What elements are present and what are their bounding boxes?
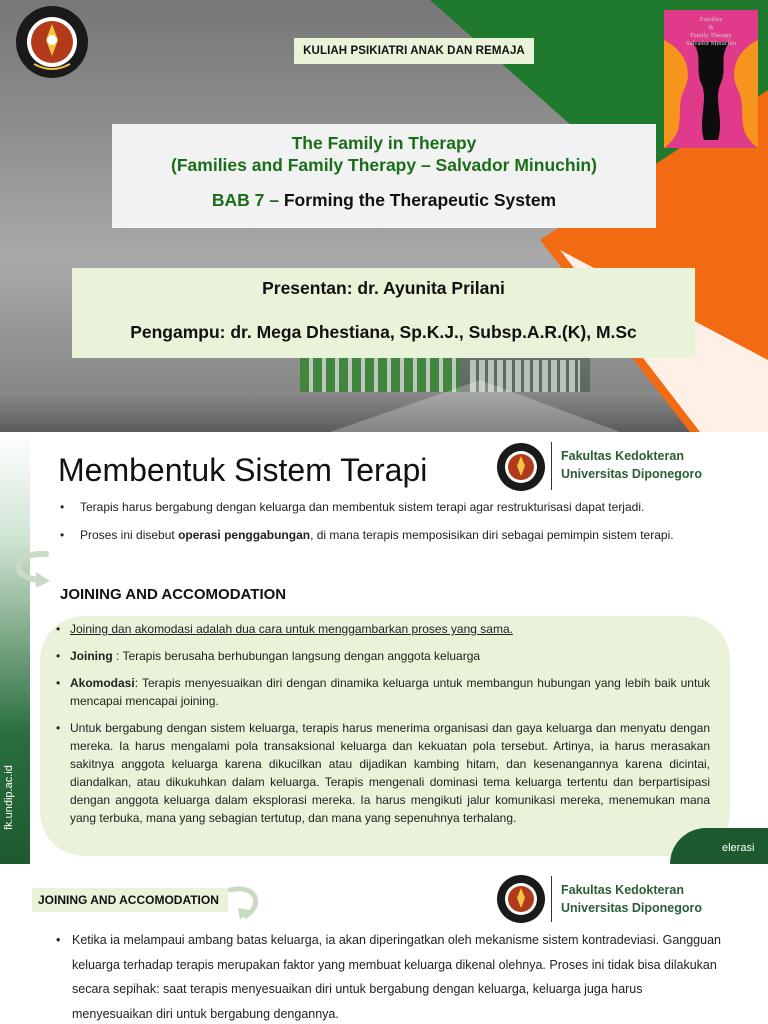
list-item: [56, 620, 710, 638]
main-title: The Family in Therapy: [291, 133, 477, 153]
continuation-list: [56, 928, 726, 1024]
continuation-slide: [0, 864, 768, 1024]
text-run: : Terapis berusaha berhubungan langsung dengan anggota keluarga: [112, 649, 481, 663]
book-title-line: Families: [699, 16, 723, 23]
slide-title: Membentuk Sistem Terapi: [58, 452, 428, 488]
intro-bullets: [60, 498, 710, 554]
text-run: : Terapis menyesuaikan diri dengan dinamika keluarga untuk membangun hubungan yang lebih baik untuk mencapai mencapai joining.: [70, 676, 710, 708]
chapter-prefix: BAB 7 –: [211, 190, 279, 210]
underlined-text: Joining dan akomodasi adalah dua cara untuk menggambarkan proses yang sama.: [70, 622, 513, 636]
section-heading: JOINING AND ACCOMODATION: [60, 586, 287, 603]
book-cover: [664, 10, 758, 148]
chapter-name: Forming the Therapeutic System: [283, 190, 557, 210]
university-line: Universitas Diponegoro: [561, 467, 702, 481]
course-label: KULIAH PSIKIATRI ANAK DAN REMAJA: [294, 38, 534, 64]
curved-arrow-icon: [226, 882, 266, 922]
title-slide: [0, 0, 768, 432]
chapter-title: [112, 190, 656, 211]
university-seal-icon: [496, 442, 546, 492]
text-run: Proses ini disebut: [80, 528, 179, 542]
bold-term: operasi penggabungan: [178, 528, 311, 542]
list-item: [60, 526, 710, 544]
university-seal-icon: [14, 4, 90, 80]
presenter-box: [72, 268, 695, 358]
list-item: • Untuk bergabung dengan sistem keluarga, terapis harus menerima organisasi dan gaya keluarga dan menyatu dengan mereka. Ia harus mengalami pola transaksional keluarga dan kekuatan pola tersebut. Artinya, ia harus merasakan sakitnya anggota keluarga karena dikucilkan atau dijadikan kambing hitam, dan kesenangannya karena dicintai, diandalkan, atau dikukuhkan dalam keluarga. Terapis mengenali dominasi tema keluarga tertentu dan berpartisipasi dengan anggota keluarga dalam eksplorasi mereka. Ia harus mengikuti jalur komunikasi mereka, menemukan mana yang terbuka, mana yang sebagian tertutup, dan mana yang sepenuhnya terhalang.: [56, 719, 710, 827]
book-title-line: &: [708, 24, 714, 31]
website-label: fk.undip.ac.id: [3, 765, 15, 830]
list-item: • Ketika ia melampaui ambang batas keluarga, ia akan diperingatkan oleh mekanisme sistem kontradeviasi. Gangguan keluarga terhadap terapis merupakan faktor yang membuat keluarga dikenal olehnya. Proses ini tidak bisa dilakukan secara sepihak: saat terapis menyesuaikan diri untuk bergabung dengan keluarga, keluarga juga harus menyesuaikan diri untuk bergabung dengannya.: [56, 928, 726, 1024]
content-slide: [0, 432, 768, 864]
main-subtitle: (Families and Family Therapy – Salvador Minuchin): [171, 155, 597, 175]
light-wedge: [330, 380, 620, 432]
bold-term: Akomodasi: [70, 676, 135, 690]
faculty-line: Fakultas Kedokteran: [561, 449, 684, 463]
bold-term: Joining: [70, 649, 113, 663]
section-tab: JOINING AND ACCOMODATION: [32, 888, 228, 912]
faculty-name: [561, 447, 702, 483]
presenter-name: Presentan: dr. Ayunita Prilani: [262, 278, 505, 298]
faculty-line: Fakultas Kedokteran: [561, 883, 684, 897]
book-title-line: Family Therapy: [690, 32, 732, 39]
joining-list: [56, 620, 710, 836]
faculty-name: [561, 881, 702, 917]
book-title-line: Salvador Minuchin: [685, 40, 736, 47]
book-title: [664, 16, 758, 48]
lecturer-name: Pengampu: dr. Mega Dhestiana, Sp.K.J., Subsp.A.R.(K), M.Sc: [130, 322, 637, 342]
logo-divider: [551, 442, 552, 490]
corner-banner-text: elerasi: [722, 842, 755, 854]
list-item: • Terapis harus bergabung dengan keluarga dan membentuk sistem terapi agar restrukturisasi dapat terjadi.: [60, 498, 710, 516]
logo-divider: [551, 876, 552, 922]
university-seal-icon: [496, 874, 546, 924]
list-item: [56, 647, 710, 665]
title-box: [112, 124, 656, 228]
text-run: , di mana terapis memposisikan diri sebagai pemimpin sistem terapi.: [310, 528, 674, 542]
curved-arrow-icon: [6, 548, 56, 588]
university-line: Universitas Diponegoro: [561, 901, 702, 915]
list-item: [56, 674, 710, 710]
